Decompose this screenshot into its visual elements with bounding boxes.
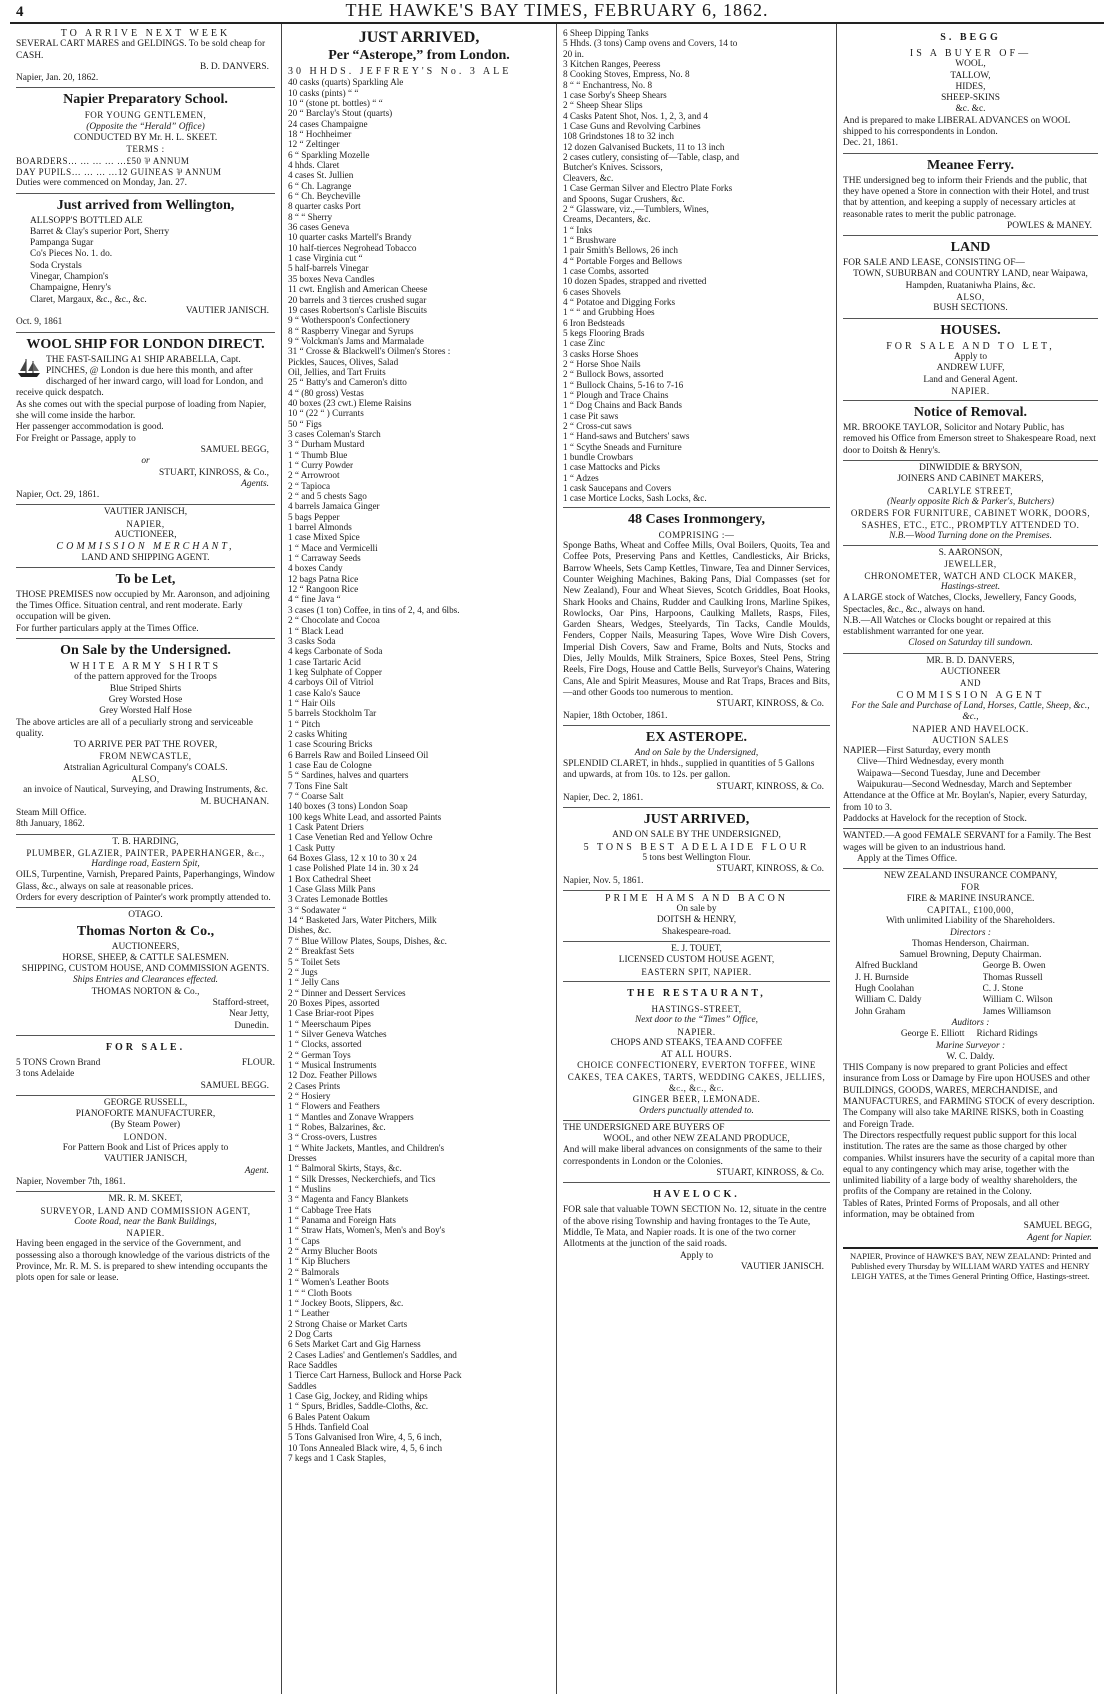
goods-line: 1 Cask Putty (288, 842, 335, 853)
goods-line: 2 “ Chocolate and Cocoa (288, 615, 380, 626)
goods-line: 1 barrel Almonds (288, 522, 352, 533)
goods-line: 5 Hhds. Tanfield Coal (288, 1421, 369, 1432)
list-item: Co's Pieces No. 1. do. (30, 249, 113, 260)
goods-line: 1 Cask Patent Driers (288, 822, 364, 833)
ad-wool-ship: WOOL SHIP FOR LONDON DIRECT. THE FAST-SAILING A1 SHIP ARABELLA, Capt. PINCHES, @ London is due here this month, and after discharged of her inward cargo, will load for London, and receive quick despatch. As she comes out with the special purpose of loading from Napier, she will come inside the harbor. Her passenger accommodation is good. For Freight or Passage, apply to SAMUEL BEGG, or STUART, KINROSS, & Co., Agents. Napier, Oct. 29, 1861. (16, 333, 275, 506)
goods-line: 1 Case Guns and Revolving Carbines (563, 121, 701, 132)
goods-line: 1 “ Silver Geneva Watches (288, 1028, 387, 1039)
director-name: James Williamson (982, 1006, 1051, 1017)
ad-preparatory-school: Napier Preparatory School. FOR YOUNG GENTLEMEN, (Opposite the “Herald” Office) CONDUCTED BY Mr. H. L. SKEET. TERMS : BOARDERS… … … … …£50 ⅌ ANNUM DAY PUPILS… … … …12 GUINEAS ⅌ ANNUM Duties were commenced on Monday, Jan. 27. (16, 88, 275, 193)
goods-line: 2 “ Breakfast Sets (288, 946, 355, 957)
goods-line: 40 boxes (23 cwt.) Eleme Raisins (288, 397, 412, 408)
ad-nz-insurance: NEW ZEALAND INSURANCE COMPANY, FOR FIRE & MARINE INSURANCE. CAPITAL, £100,000, With unlimited Liability of the Shareholders. Directors : Thomas Henderson, Chairman. Samuel Browning, Deputy Chairman. Alfred Buckland J. H. Burnside Hugh Coolahan William C. Daldy John Graham George B. Owen Thomas Russell C. J. Stone William C. Wilson James Williamson Auditors : George E. Elliott Richard Ridings Marine Surveyor : W. C. Daldy. THIS Company is now prepared to grant Policies and effect insurance from Loss or Damage by Fire upon HOUSES and other BUILDINGS, GOODS, WARES, MERCHANDISE, and MANUFACTURES, and FARMING STOCK of every description. The Company will also take MARINE RISKS, both in Coasting and Foreign Trade. The Directors respectfully request public support for this local institution. The rates are the same as those charged by other companies. Whilst insurers have the security of a capital more than equal to any contingency which may arise, together with the unlimited liability of a large body of wealthy shareholders, the profits of the Company are retained in the Colony. Tables of Rates, Printed Forms of Proposals, and all other information, may be obtained from SAMUEL BEGG, Agent for Napier. NAPIER, Province of HAWKE'S BAY, NEW ZEALAND: Printed and Published every Thursday by WILLIAM WARD YATES and HENRY LEIGH YATES, at the Times General Printing Office, Hastings-street. (843, 869, 1098, 1284)
goods-line: 1 case Pit saws (563, 410, 619, 421)
ad-s-begg: S. BEGG IS A BUYER OF— WOOL, TALLOW, HIDES, SHEEP-SKINS &c. &c. And is prepared to make LIBERAL ADVANCES on WOOL shipped to his correspondents in London. Dec. 21, 1861. (843, 26, 1098, 154)
director-name: George B. Owen (982, 961, 1046, 972)
goods-line: 10 “ (22 “ ) Currants (288, 408, 364, 419)
goods-line: 1 “ Plough and Trace Chains (563, 390, 669, 401)
director-name: John Graham (855, 1006, 906, 1017)
goods-line: and Spoons, Sugar Crushers, &c. (563, 193, 685, 204)
goods-line: 19 cases Robertson's Carlisle Biscuits (288, 304, 427, 315)
goods-line: 4 carboys Oil of Vitriol (288, 677, 374, 688)
goods-line: 40 casks (quarts) Sparkling Ale (288, 77, 404, 88)
goods-line: 1 “ Kip Bluchers (288, 1256, 351, 1267)
goods-line: 1 “ Pitch (288, 718, 321, 729)
goods-line: 1 “ White Jackets, Mantles, and Children's (288, 1142, 445, 1153)
goods-line: 1 “ Black Lead (288, 625, 344, 636)
goods-line: 1 “ Hair Oils (288, 697, 336, 708)
goods-line: 1 case Scouring Bricks (288, 739, 373, 750)
goods-line: 4 “ Potatoe and Digging Forks (563, 296, 676, 307)
column-2 (282, 24, 557, 1694)
column-3 (557, 24, 837, 1694)
goods-line: 2 “ Tapioca (288, 480, 331, 491)
goods-line: 4 barrels Jamaica Ginger (288, 501, 380, 512)
goods-line: 4 Casks Patent Shot, Nos. 1, 2, 3, and 4 (563, 110, 708, 121)
goods-line: 3 cases Coleman's Starch (288, 428, 381, 439)
goods-line: 2 Dog Carts (288, 1328, 333, 1339)
goods-line: 2 Cases Prints (288, 1080, 341, 1091)
list-item: Champaigne, Henry's (30, 283, 111, 294)
goods-line: 1 “ Carraway Seeds (288, 553, 361, 564)
director-name: Hugh Coolahan (855, 984, 915, 995)
asterope-goods-list (288, 77, 550, 1463)
goods-line: 20 Boxes Pipes, assorted (288, 997, 380, 1008)
goods-line: 6 “ Ch. Beycheville (288, 191, 361, 202)
ad-cart-mares: TO ARRIVE NEXT WEEK SEVERAL CART MARES and GELDINGS. To be sold cheap for CASH. B. D. DANVERS. Napier, Jan. 20, 1862. (16, 26, 275, 88)
goods-line: Creams, Decanters, &c. (563, 214, 651, 225)
goods-line: 20 in. (563, 48, 584, 59)
goods-line: 1 “ Curry Powder (288, 460, 354, 471)
goods-line: 1 Tierce Cart Harness, Bullock and Horse Pack (288, 1370, 462, 1381)
goods-line: 5 kegs Flooring Brads (563, 327, 645, 338)
goods-line: 1 “ Mace and Vermicelli (288, 542, 378, 553)
list-item: Soda Crystals (30, 260, 82, 271)
goods-line: 25 “ Batty's and Cameron's ditto (288, 377, 407, 388)
ad-to-be-let: To be Let, THOSE PREMISES now occupied by Mr. Aaronson, and adjoining the Times Office. Situation central, and rent moderate. Early occupation will be given. For further particulars apply at the Times Office. (16, 568, 275, 639)
column-4 (837, 24, 1104, 1694)
ad-wanted-servant: WANTED.—A good FEMALE SERVANT for a Family. The Best wages will be given to an industrious hand. Apply at the Times Office. (843, 829, 1098, 869)
goods-line: 4 hhds. Claret (288, 160, 340, 171)
goods-line: 3 “ Sodawater “ (288, 904, 347, 915)
goods-line: 1 Case Briar-root Pipes (288, 1008, 374, 1019)
goods-line: 12 “ Zeltinger (288, 139, 340, 150)
ad-meanee-ferry: Meanee Ferry. THE undersigned beg to inform their Friends and the public, that they have opened a Store in connection with their Hotel, and trust that by attention, and keeping a supply of necessary articles at reasonable rates to merit the public patronage. POWLES & MANEY. (843, 154, 1098, 236)
masthead (10, 0, 1104, 24)
ad-vautier-janisch: VAUTIER JANISCH, NAPIER, AUCTIONEER, COMMISSION MERCHANT, LAND AND SHIPPING AGENT. (16, 505, 275, 567)
goods-line: 12 “ Rangoon Rice (288, 584, 359, 595)
ad-thomas-norton: OTAGO. Thomas Norton & Co., AUCTIONEERS, HORSE, SHEEP, & CATTLE SALESMEN. SHIPPING, CUSTOM HOUSE, AND COMMISSION AGENTS. Ships Entries and Clearances effected. THOMAS NORTON & Co., Stafford-street, Near Jetty, Dunedin. (16, 908, 275, 1036)
goods-line: 1 “ Mantles and Zonave Wrappers (288, 1111, 414, 1122)
goods-line: 1 case Combs, assorted (563, 265, 649, 276)
list-item: HIDES, (955, 81, 986, 92)
director-name: Alfred Buckland (855, 961, 918, 972)
goods-line: 6 Sets Market Cart and Gig Harness (288, 1339, 421, 1350)
goods-line: 2 “ Arrowroot (288, 470, 340, 481)
page-number: 4 (16, 4, 24, 20)
goods-line: 7 Tons Fine Salt (288, 780, 348, 791)
ad-on-sale-buchanan: On Sale by the Undersigned. WHITE ARMY SHIRTS of the pattern approved for the Troops Blue Striped Shirts Grey Worsted Hose Grey Worsted Half Hose The above articles are all of a peculiarly strong and serviceable quality. TO ARRIVE PER PAT THE ROVER, FROM NEWCASTLE, Atstralian Agricultural Company's COALS. ALSO, an invoice of Nautical, Surveying, and Drawing Instruments, &c. M. BUCHANAN. Steam Mill Office. 8th January, 1862. (16, 639, 275, 834)
goods-line: 8 Cooking Stoves, Empress, No. 8 (563, 69, 690, 80)
list-item: &c. &c. (955, 104, 986, 115)
goods-line: 1 cask Saucepans and Covers (563, 483, 672, 494)
list-item: ALLSOPP'S BOTTLED ALE (30, 215, 143, 226)
list-item: TALLOW, (950, 70, 991, 81)
goods-line: 1 “ Inks (563, 224, 593, 235)
goods-line: 12 bags Patna Rice (288, 573, 359, 584)
goods-line: 2 “ Hosiery (288, 1090, 331, 1101)
goods-line: 1 case Mattocks and Picks (563, 462, 660, 473)
ad-havelock: HAVELOCK. FOR sale that valuable TOWN SECTION No. 12, situate in the centre of the above rising Township and having frontages to the Te Aute, Middle, Te Mata, and Napier roads. It is one of the two corner Allotments at the junction of the said roads. Apply to VAUTIER JANISCH. (563, 1189, 827, 1272)
goods-line: 1 pair Smith's Bellows, 26 inch (563, 245, 678, 256)
goods-line: 2 “ Balmorals (288, 1266, 340, 1277)
goods-line: 4 “ (80 gross) Vestas (288, 387, 364, 398)
ad-just-arrived-asterope: JUST ARRIVED, Per “Asterope,” from London. 30 HHDS. JEFFREY'S No. 3 ALE 40 casks (quarts) Sparkling Ale 10 casks (pints) “ “ 10 “ (stone pt. bottles) “ “ 20 “ Barclay's Stout (quarts) 24 cases Champaigne 18 “ Hochheimer 12 “ Zeltinger 6 “ Sparkling Mozelle 4 hhds. Claret 4 cases St. Jullien 6 “ Ch. Lagrange 6 “ Ch. Beycheville 8 quarter casks Port 8 “ “ Sherry 36 cases Geneva 10 quarter casks Martell's Brandy 10 half-tierces Negrohead Tobacco 1 case Virginia cut “ 5 half-barrels Vinegar 35 boxes Neva Candles 11 cwt. English and American Cheese 20 barrels and 3 tierces crushed sugar 19 cases Robertson's Carlisle Biscuits 9 “ Wotherspoon's Confectionery 8 “ Raspberry Vinegar and Syrups 9 “ Volckman's Jams and Marmalade 31 “ Crosse & Blackwell's Oilmen's Stores : Pickles, Sauces, Olives, Salad Oil, Jellies, and Tart Fruits 25 “ Batty's and Cameron's ditto 4 “ (80 gross) Vestas 40 boxes (23 cwt.) Eleme Raisins 10 “ (22 “ ) Currants 50 “ Figs 3 cases Coleman's Starch 3 “ Durham Mustard 1 “ Thumb Blue 1 “ Curry Powder 2 “ Arrowroot 2 “ Tapioca 2 “ and 5 chests Sago 4 barrels Jamaica Ginger 5 bags Pepper 1 barrel Almonds 1 case Mixed Spice 1 “ Mace and Vermicelli 1 “ Carraway Seeds 4 boxes Candy 12 bags Patna Rice 12 “ Rangoon Rice 4 “ fine Java “ 3 cases (1 ton) Coffee, in tins of 2, 4, and 6lbs. 2 “ Chocolate and Cocoa 1 “ Black Lead 3 casks Soda 4 kegs Carbonate of Soda 1 case Tartaric Acid 1 keg Sulphate of Copper 4 carboys Oil of Vitriol 1 case Kalo's Sauce 1 “ Hair Oils 5 barrels Stockholm Tar 1 “ Pitch 2 casks Whiting 1 case Scouring Bricks 6 Barrels Raw and Boiled Linseed Oil 1 case Eau de Cologne 5 “ Sardines, halves and quarters 7 Tons Fine Salt 7 “ Coarse Salt 140 boxes (3 tons) London Soap 100 kegs White Lead, and assorted Paints 1 Cask Patent Driers 1 Case Venetian Red and Yellow Ochre 1 Cask Putty 64 Boxes Glass, 12 x 10 to 30 x 24 1 case Polished Plate 14 in. 30 x 24 1 Box Cathedral Sheet 1 Case Glass Milk Pans 3 Crates Lemonade Bottles 3 “ Sodawater “ 14 “ Basketed Jars, Water Pitchers, Milk Dishes, &c. 7 “ Blue Willow Plates, Soups, Dishes, &c. 2 “ Breakfast Sets 5 “ Toilet Sets 2 “ Jugs 1 “ Jelly Cans 2 “ Dinner and Dessert Services 20 Boxes Pipes, assorted 1 Case Briar-root Pipes 1 “ Meerschaum Pipes 1 “ Silver Geneva Watches 1 “ Clocks, assorted 2 “ German Toys 1 “ Musical Instruments 12 Doz. Feather Pillows 2 Cases Prints 2 “ Hosiery 1 “ Flowers and Feathers 1 “ Mantles and Zonave Wrappers 1 “ Robes, Balzarines, &c. 3 “ Cross-overs, Lustres 1 “ White Jackets, Mantles, and Children's Dresses 1 “ Balmoral Skirts, Stays, &c. 1 “ Silk Dresses, Neckerchiefs, and Tics 1 “ Muslins 3 “ Magenta and Fancy Blankets 1 “ Cabbage Tree Hats 1 “ Panama and Foreign Hats 1 “ Straw Hats, Women's, Men's and Boy's 1 “ Caps 2 “ Army Blucher Boots 1 “ Kip Bluchers 2 “ Balmorals 1 “ Women's Leather Boots 1 “ “ Cloth Boots 1 “ Jockey Boots, Slippers, &c. 1 “ Leather 2 Strong Chaise or Market Carts 2 Dog Carts 6 Sets Market Cart and Gig Harness 2 Cases Ladies' and Gentlemen's Saddles, and Race Saddles 1 Tierce Cart Harness, Bullock and Horse Pack Saddles 1 Case Gig, Jockey, and Riding whips 1 “ Spurs, Bridles, Saddle-Cloths, &c. 6 Bales Patent Oakum 5 Hhds. Tanfield Coal 5 Tons Galvanised Iron Wire, 4, 5, 6 inch, 10 Tons Annealed Black wire, 4, 5, 6 inch 7 kegs and 1 Cask Staples, (288, 26, 550, 1466)
goods-line: 18 “ Hochheimer (288, 129, 352, 140)
goods-line: 1 keg Sulphate of Copper (288, 666, 382, 677)
goods-line: 1 “ Women's Leather Boots (288, 1277, 389, 1288)
goods-line: 10 half-tierces Negrohead Tobacco (288, 242, 417, 253)
goods-line: 3 cases (1 ton) Coffee, in tins of 2, 4, and 6lbs. (288, 604, 460, 615)
goods-line: 6 Barrels Raw and Boiled Linseed Oil (288, 749, 429, 760)
goods-line: 100 kegs White Lead, and assorted Paints (288, 811, 442, 822)
goods-line: 140 boxes (3 tons) London Soap (288, 801, 408, 812)
goods-line: 1 “ Hand-saws and Butchers' saws (563, 431, 690, 442)
goods-line: 24 cases Champaigne (288, 118, 368, 129)
goods-line: 108 Grindstones 18 to 32 inch (563, 131, 675, 142)
goods-line: 1 “ Flowers and Feathers (288, 1101, 380, 1112)
goods-line: 10 casks (pints) “ “ (288, 87, 359, 98)
goods-line: 2 “ Dinner and Dessert Services (288, 987, 406, 998)
directors-list (843, 961, 1098, 1017)
newspaper-title: THE HAWKE'S BAY TIMES, FEBRUARY 6, 1862. (345, 0, 769, 20)
goods-line: 1 case Mixed Spice (288, 532, 360, 543)
column-1 (10, 24, 282, 1694)
goods-line: 1 “ Panama and Foreign Hats (288, 1215, 396, 1226)
goods-line: 1 case Polished Plate 14 in. 30 x 24 (288, 863, 419, 874)
goods-line: 1 “ Silk Dresses, Neckerchiefs, and Tics (288, 1173, 436, 1184)
goods-line: 5 “ Toilet Sets (288, 956, 341, 967)
goods-continued-list (563, 28, 830, 504)
goods-line: 1 “ Jockey Boots, Slippers, &c. (288, 1297, 404, 1308)
ad-for-sale-flour: FOR SALE. 5 TONS Crown Brand FLOUR. 3 tons Adelaide SAMUEL BEGG. (16, 1036, 275, 1096)
goods-line: 1 case Kalo's Sauce (288, 687, 361, 698)
ad-houses: HOUSES. FOR SALE AND TO LET, Apply to ANDREW LUFF, Land and General Agent. NAPIER. (843, 319, 1098, 401)
goods-line: 1 “ “ Cloth Boots (288, 1287, 352, 1298)
goods-line: 6 Sheep Dipping Tanks (563, 28, 649, 38)
goods-line: 10 Tons Annealed Black wire, 4, 5, 6 inch (288, 1442, 443, 1453)
goods-line: 4 “ Portable Forges and Bellows (563, 255, 682, 266)
goods-line: Race Saddles (288, 1359, 338, 1370)
goods-line: 3 Crates Lemonade Bottles (288, 894, 388, 905)
goods-line: 14 “ Basketed Jars, Water Pitchers, Milk (288, 915, 437, 926)
goods-line: 1 Case Gig, Jockey, and Riding whips (288, 1390, 428, 1401)
director-name: William C. Wilson (982, 995, 1053, 1006)
goods-line: 1 “ Caps (288, 1235, 320, 1246)
begg-items (843, 59, 1098, 115)
ad-wellington: Just arrived from Wellington, ALLSOPP'S BOTTLED ALE Barret & Clay's superior Port, Sherry Pampanga Sugar Co's Pieces No. 1. do. Soda Crystals Vinegar, Champion's Champaigne, Henry's Claret, Margaux, &c., &c., &c. VAUTIER JANISCH. Oct. 9, 1861 (16, 194, 275, 333)
goods-line: 1 case Eau de Cologne (288, 759, 372, 770)
goods-line: 2 “ Jugs (288, 966, 318, 977)
ad-touet: E. J. TOUET, LICENSED CUSTOM HOUSE AGENT, EASTERN SPIT, NAPIER. (563, 942, 830, 982)
goods-line: 2 “ Horse Shoe Nails (563, 359, 641, 369)
ad-dinwiddie-bryson: DINWIDDIE & BRYSON, JOINERS AND CABINET MAKERS, CARLYLE STREET, (Nearly opposite Rich & Parker's, Butchers) ORDERS FOR FURNITURE, CABINET WORK, DOORS, SASHES, ETC., ETC., PROMPTLY ATTENDED TO. N.B.—Wood Turning done on the Premises. (843, 461, 1098, 546)
list-item: Blue Striped Shirts (109, 683, 182, 694)
goods-line: 8 “ Raspberry Vinegar and Syrups (288, 325, 414, 336)
ad-skeet-surveyor: MR. R. M. SKEET, SURVEYOR, LAND AND COMMISSION AGENT, Coote Road, near the Bank Buildings, NAPIER. Having been engaged in the service of the Government, and possessing also a thorough knowledge of the various districts of the Province, Mr. R. M. S. is prepared to shew intending occupants the plots open for sale or lease. (16, 1194, 270, 1284)
ad-george-russell: GEORGE RUSSELL, PIANOFORTE MANUFACTURER, (By Steam Power) LONDON. For Pattern Book and List of Prices apply to VAUTIER JANISCH, Agent. Napier, November 7th, 1861. (16, 1096, 275, 1192)
goods-line: 3 “ Magenta and Fancy Blankets (288, 1194, 409, 1205)
director-name: J. H. Burnside (855, 972, 909, 983)
goods-line: 7 kegs and 1 Cask Staples, (288, 1453, 386, 1464)
list-item: WOOL, (955, 59, 986, 70)
goods-line: 1 “ Straw Hats, Women's, Men's and Boy's (288, 1225, 445, 1236)
goods-line: 8 “ “ Enchantress, No. 8 (563, 79, 653, 90)
goods-line: 6 Iron Bedsteads (563, 317, 625, 328)
goods-line: 3 casks Soda (288, 635, 336, 646)
ad-goods-continued (563, 26, 830, 508)
goods-line: Cleavers, &c. (563, 172, 614, 183)
goods-line: 8 “ “ Sherry (288, 211, 333, 222)
goods-line: 7 “ Blue Willow Plates, Soups, Dishes, &c. (288, 935, 447, 946)
ad-ex-asterope: EX ASTEROPE. And on Sale by the Undersigned, SPLENDID CLARET, in hhds., supplied in quantities of 5 Gallons and upwards, at from 10s. to 12s. per gallon. STUART, KINROSS, & Co. Napier, Dec. 2, 1861. (563, 726, 830, 808)
goods-line: 5 “ Sardines, halves and quarters (288, 770, 409, 781)
goods-line: 1 “ Cabbage Tree Hats (288, 1204, 372, 1215)
goods-line: 1 “ Scythe Sneads and Furniture (563, 441, 682, 452)
goods-line: 4 cases St. Jullien (288, 170, 354, 181)
list-item: SHEEP-SKINS (941, 93, 1000, 104)
goods-line: 1 case Mortice Locks, Sash Locks, &c. (563, 493, 707, 504)
goods-line: 1 “ Meerschaum Pipes (288, 1018, 371, 1029)
ad-harding: T. B. HARDING, PLUMBER, GLAZIER, PAINTER, PAPERHANGER, &c., Hardinge road, Eastern Spit, OILS, Turpentine, Varnish, Prepared Paints, Paperhangings, Window Glass, &c., always on sale at reasonable prices. Orders for every description of Painter's work promptly attended to. (16, 835, 275, 909)
goods-line: 5 barrels Stockholm Tar (288, 708, 377, 719)
goods-line: 4 “ fine Java “ (288, 594, 341, 605)
goods-line: 7 “ Coarse Salt (288, 791, 344, 802)
goods-line: 1 “ Balmoral Skirts, Stays, &c. (288, 1163, 402, 1174)
ad-flour: JUST ARRIVED, AND ON SALE BY THE UNDERSIGNED, 5 TONS BEST ADELAIDE FLOUR 5 tons best Wellington Flour. STUART, KINROSS, & Co. Napier, Nov. 5, 1861. (563, 808, 830, 890)
goods-line: 1 case Virginia cut “ (288, 253, 363, 264)
goods-line: 6 cases Shovels (563, 286, 621, 297)
ad-buyers-wool: THE UNDERSIGNED ARE BUYERS OF WOOL, and other NEW ZEALAND PRODUCE, And will make liberal advances on consignments of the same to their correspondents in London or the Colonies. STUART, KINROSS, & Co. (563, 1121, 830, 1183)
goods-line: 3 “ Durham Mustard (288, 439, 365, 450)
goods-line: 20 “ Barclay's Stout (quarts) (288, 108, 393, 119)
ship-icon (16, 357, 42, 379)
list-item: Pampanga Sugar (30, 238, 94, 249)
goods-line: 1 Box Cathedral Sheet (288, 873, 371, 884)
goods-line: 1 “ Jelly Cans (288, 977, 340, 988)
list-item: Vinegar, Champion's (30, 272, 109, 283)
goods-line: 1 case Tartaric Acid (288, 656, 361, 667)
goods-line: 10 “ (stone pt. bottles) “ “ (288, 97, 383, 108)
goods-line: 1 “ Thumb Blue (288, 449, 348, 460)
goods-line: 12 Doz. Feather Pillows (288, 1070, 377, 1081)
goods-line: 1 “ Dog Chains and Back Bands (563, 400, 682, 411)
goods-line: 1 “ Spurs, Bridles, Saddle-Cloths, &c. (288, 1401, 429, 1412)
goods-line: 2 casks Whiting (288, 728, 348, 739)
goods-line: 2 “ Bullock Bows, assorted (563, 369, 664, 380)
goods-line: 1 “ Muslins (288, 1184, 331, 1195)
goods-line: 2 “ and 5 chests Sago (288, 491, 367, 502)
goods-line: 1 case Zinc (563, 338, 605, 349)
ad-ironmongery: 48 Cases Ironmongery, COMPRISING :— Sponge Baths, Wheat and Coffee Mills, Oval Boilers, Quoits, Tea and Coffee Pots, Preserving Pans and Kettles, Candlesticks, Air Bricks, Barrow Wheels, Sets Camp Kettles, Tinware, Tea and Dinner Services, Counter Weighing Machines, Baking Pans, Dial Compasses (set for New Zealand), Four and Wheat Sieves, Scotch Griddles, Boat Hooks, Shark Hooks and Chains, Rudder and Caulking Irons, Marline Spikes, Rowlocks, Oar Pins, Harpoons, Caulking Mallets, Rasps, Files, Garden Shears, Wedges, Steelyards, Tin Tacks, Candle Moulds, Fenders, Copper Nails, Measuring Tapes, Wove Wire Dish Covers, Imperial Dish Covers, Saw and Frame, Bolts and Nuts, Stocks and Dies, Jelly Moulds, Milk Strainers, Spice Boxes, Steel Pens, String Reels, Fire Dogs, House and Cattle Bells, Surveyor's Chains, Watering Cans, Ale and Spirit Measures, Mouse and Rat Traps, Braces and Bits,—and other Goods too numerous to mention. STUART, KINROSS, & Co. Napier, 18th October, 1861. (563, 508, 830, 726)
director-name: Thomas Russell (982, 972, 1043, 983)
goods-line: 9 “ Wotherspoon's Confectionery (288, 315, 410, 326)
goods-line: 5 half-barrels Vinegar (288, 263, 369, 274)
ad-aaronson: S. AARONSON, JEWELLER, CHRONOMETER, WATCH AND CLOCK MAKER, Hastings-street. A LARGE stock of Watches, Clocks, Jewellery, Fancy Goods, Spectacles, &c., &c., always on hand. N.B.—All Watches or Clocks bought or repaired at this establishment warranted for one year. Closed on Saturday till sundown. (843, 546, 1098, 654)
goods-line: 8 quarter casks Port (288, 201, 361, 212)
list-item: Grey Worsted Hose (108, 694, 183, 705)
goods-line: 1 “ Bullock Chains, 5-16 to 7-16 (563, 379, 684, 390)
goods-line: 4 boxes Candy (288, 563, 343, 574)
list-item: Barret & Clay's superior Port, Sherry (30, 226, 170, 237)
goods-line: Oil, Jellies, and Tart Fruits (288, 366, 386, 377)
goods-line: 1 “ Adzes (563, 472, 599, 483)
goods-line: 2 “ Sheep Shear Slips (563, 100, 643, 111)
shirts-items (16, 684, 275, 718)
director-name: C. J. Stone (982, 984, 1024, 995)
goods-line: 3 Kitchen Ranges, Peeress (563, 59, 661, 70)
goods-line: 2 Cases Ladies' and Gentlemen's Saddles, and (288, 1349, 457, 1360)
goods-line: 6 “ Ch. Lagrange (288, 180, 352, 191)
goods-line: 3 casks Horse Shoes (563, 348, 639, 359)
goods-line: 5 Tons Galvanised Iron Wire, 4, 5, 6 inch, (288, 1432, 442, 1443)
goods-line: 1 “ Robes, Balzarines, &c. (288, 1122, 386, 1133)
goods-line: 3 “ Cross-overs, Lustres (288, 1132, 377, 1143)
wellington-items (16, 216, 275, 306)
printer-imprint: NAPIER, Province of HAWKE'S BAY, NEW ZEALAND: Printed and Published every Thursday by WILLIAM WARD YATES and HENRY LEIGH YATES, at the Times General Printing Office, Hastings-street. (843, 1247, 1098, 1281)
ad-land: LAND FOR SALE AND LEASE, CONSISTING OF— TOWN, SUBURBAN and COUNTRY LAND, near Waipawa, Hampden, Ruataniwha Plains, &c. ALSO, BUSH SECTIONS. (843, 236, 1098, 318)
ad-hams-bacon: PRIME HAMS AND BACON On sale by DOITSH & HENRY, Shakespeare-road. (563, 891, 830, 942)
goods-line: 50 “ Figs (288, 418, 322, 429)
goods-line: 36 cases Geneva (288, 222, 350, 233)
goods-line: 1 Case Glass Milk Pans (288, 884, 376, 895)
goods-line: Saddles (288, 1380, 317, 1391)
goods-line: 9 “ Volckman's Jams and Marmalade (288, 335, 424, 346)
goods-line: 1 bundle Crowbars (563, 452, 633, 463)
goods-line: 1 “ Leather (288, 1308, 330, 1319)
ad-notice-removal: Notice of Removal. MR. BROOKE TAYLOR, Solicitor and Notary Public, has removed his Office from Emerson street to Shakespeare Road, next door to Doitsh & Henry's. (843, 401, 1098, 461)
goods-line: 5 Hhds. (3 tons) Camp ovens and Covers, 14 to (563, 38, 738, 49)
goods-line: 2 “ Cross-cut saws (563, 421, 632, 432)
goods-line: 12 dozen Galvanised Buckets, 11 to 13 inch (563, 141, 725, 152)
goods-line: 20 barrels and 3 tierces crushed sugar (288, 294, 427, 305)
goods-line: 5 bags Pepper (288, 511, 340, 522)
goods-line: Dishes, &c. (288, 925, 332, 936)
goods-line: 1 “ Musical Instruments (288, 1059, 377, 1070)
goods-line: 2 Strong Chaise or Market Carts (288, 1318, 408, 1329)
goods-line: 2 “ Glassware, viz.,—Tumblers, Wines, (563, 203, 709, 214)
goods-line: Butcher's Knives. Scissors, (563, 162, 663, 173)
list-item: Claret, Margaux, &c., &c., &c. (30, 294, 147, 305)
goods-line: 10 dozen Spades, strapped and rivetted (563, 276, 707, 287)
goods-line: 4 kegs Carbonate of Soda (288, 646, 383, 657)
goods-line: Dresses (288, 1153, 317, 1164)
goods-line: 1 Case Venetian Red and Yellow Ochre (288, 832, 433, 843)
goods-line: 35 boxes Neva Candles (288, 273, 375, 284)
goods-line: Pickles, Sauces, Olives, Salad (288, 356, 399, 367)
goods-line: 6 “ Sparkling Mozelle (288, 149, 370, 160)
goods-line: 1 Case German Silver and Electro Plate Forks (563, 183, 733, 194)
goods-line: 2 “ German Toys (288, 1049, 351, 1060)
goods-line: 1 “ “ and Grubbing Hoes (563, 307, 655, 318)
list-item: Grey Worsted Half Hose (99, 706, 192, 717)
goods-line: 10 quarter casks Martell's Brandy (288, 232, 412, 243)
goods-line: 64 Boxes Glass, 12 x 10 to 30 x 24 (288, 853, 417, 864)
goods-line: 2 cases cutlery, consisting of—Table, clasp, and (563, 152, 740, 163)
ad-danvers-auctioneer: MR. B. D. DANVERS, AUCTIONEER AND COMMISSION AGENT For the Sale and Purchase of Land, Horses, Cattle, Sheep, &c., &c., NAPIER AND HAVELOCK. AUCTION SALES NAPIER—First Saturday, every month Clive—Third Wednesday, every month Waipawa—Second Tuesday, June and December Waipukurau—Second Wednesday, March and September Attendance at the Office at Mr. Boylan's, Napier, every Saturday, from 10 to 3. Paddocks at Havelock for the reception of Stock. (843, 654, 1098, 829)
goods-line: 1 case Sorby's Sheep Shears (563, 90, 667, 101)
goods-line: 11 cwt. English and American Cheese (288, 284, 428, 295)
goods-line: 6 Bales Patent Oakum (288, 1411, 370, 1422)
goods-line: 31 “ Crosse & Blackwell's Oilmen's Stores : (288, 346, 451, 357)
goods-line: 1 “ Clocks, assorted (288, 1039, 362, 1050)
ad-restaurant: THE RESTAURANT, HASTINGS-STREET, Next door to the “Times” Office, NAPIER. CHOPS AND STEAKS, TEA AND COFFEE AT ALL HOURS. CHOICE CONFECTIONERY, EVERTON TOFFEE, WINE CAKES, TEA CAKES, TARTS, WEDDING CAKES, JELLIES, &c., &c., &c. GINGER BEER, LEMONADE. Orders punctually attended to. (563, 982, 830, 1121)
director-name: William C. Daldy (855, 995, 922, 1006)
goods-line: 1 “ Brushware (563, 234, 617, 245)
goods-line: 2 “ Army Blucher Boots (288, 1246, 378, 1257)
